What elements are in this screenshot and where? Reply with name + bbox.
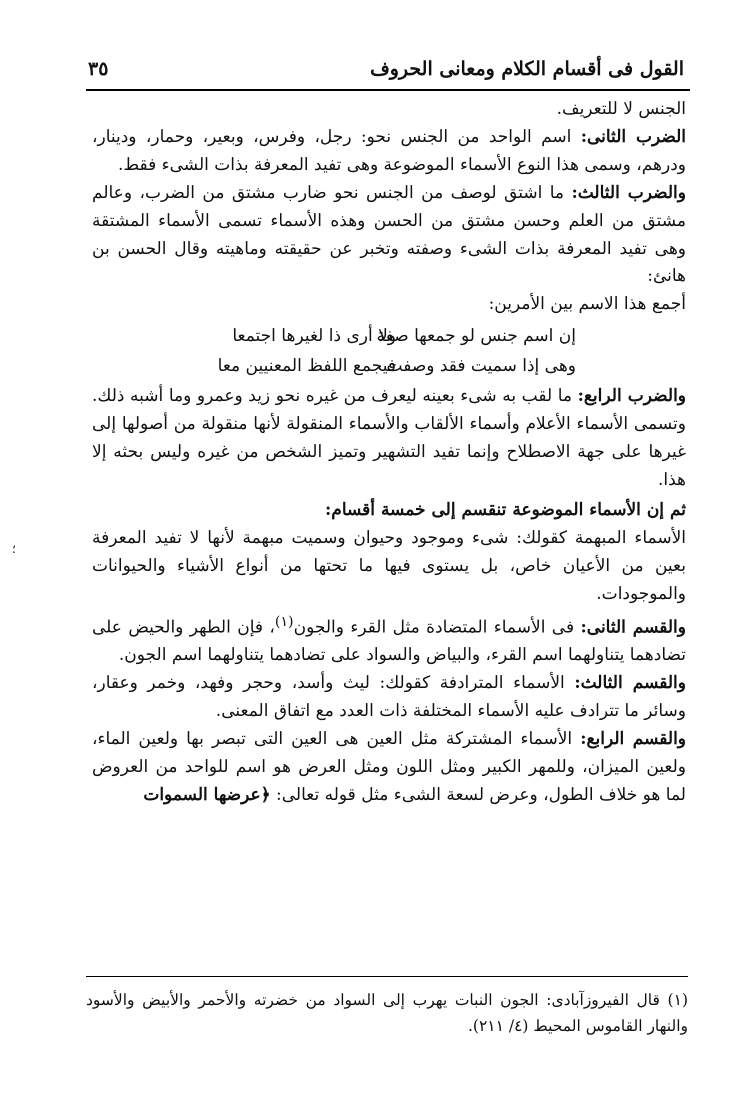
verse-first-hemistich: إن اسم جنس لو جمعها صفة xyxy=(376,326,576,347)
section-lead: والضرب الرابع: xyxy=(577,386,687,407)
header-rule xyxy=(86,89,690,91)
quran-quote: ﴿عرضها السموات xyxy=(143,784,271,805)
page-number: ٣٥ xyxy=(88,58,109,80)
paragraph: والقسم الثالث: الأسماء المترادفة كقولك: ليث وأسد، وحجر وفهد، وخمر وعقار، وسائر ما تترادف عليه الأسماء المختلفة ذات العدد مع اتفاق المعنى. xyxy=(92,673,686,721)
footnote: (١) قال الفيروزآبادى: الجون النبات يهرب إلى السواد من خضرته والأحمر والأبيض والأسود والنهار القاموس المحيط (٤/ ٢١١). xyxy=(86,976,688,1039)
margin-mark: ؛ xyxy=(12,542,16,556)
paragraph: والقسم الرابع: الأسماء المشتركة مثل العين هى العين التى تبصر بها ولعين الماء، ولعين الميزان، وللمهر الكبير ومثل اللون ومثل العرض هو اسم للواحد من العروض لما هو خلاف الطول، وعرض لسعة الشىء مثل قوله تعالى: ﴿عرضها السموات xyxy=(92,728,686,805)
paragraph: الأسماء المبهمة كقولك: شىء وموجود وحيوان وسميت مبهمة لأنها لا تفيد المعرفة بعين من الأعيان خاص، بل يستوى فيها ما تحتها من أنواع الأشياء والحيوانات والموجودات. xyxy=(92,527,686,604)
paragraph: والضرب الرابع: ما لقب به شىء بعينه ليعرف من غيره نحو زيد وعمرو وما أشبه ذلك. وتسمى الأسماء الأعلام وأسماء الألقاب والأسماء المنقولة لأنها منقولة من أصولها إلى غيرها على جهة الاصطلاح وإنما تفيد التشهير وتميز الشخص من غيره وليس بحثه إلا هذا. xyxy=(92,386,687,490)
section-lead: والقسم الثالث: xyxy=(574,673,686,694)
paragraph: الجنس لا للتعريف. xyxy=(556,99,686,119)
paragraph: والقسم الثانى: فى الأسماء المتضادة مثل القرء والجون$^{(١)}$، فإن الطهر والحيض على تضادهما يتناولهما اسم القرء، والبياض والسواد على تضادهما يتناولهما اسم الجون. xyxy=(92,613,686,666)
paragraph: أجمع هذا الاسم بين الأمرين: xyxy=(488,294,686,315)
verse-first-hemistich: وهى إذا سميت فقد وصفت xyxy=(386,356,576,377)
paragraph: الضرب الثانى: اسم الواحد من الجنس نحو: رجل، وفرس، وبعير، وحمار، ودينار، ودرهم، وسمى هذا النوع الأسماء الموضوعة وهى تفيد المعرفة بذات الشىء فقط. xyxy=(92,126,686,175)
paragraph: والضرب الثالث: ما اشتق لوصف من الجنس نحو ضارب مشتق من الضرب، وعالم مشتق من العلم وحسن مشتق من الحسن وهذه الأسماء تسمى الأسماء المشتقة وهى تفيد المعرفة بذات الشىء وصفته وتخبر عن حقيقته وماهيته وقال الحسن بن هانئ: xyxy=(92,182,686,287)
footnote-marker[interactable]: (١) xyxy=(274,613,294,630)
verse-line xyxy=(92,321,686,351)
header-title: القول فى أقسام الكلام ومعانى الحروف xyxy=(370,58,684,80)
section-lead: الضرب الثانى: xyxy=(580,126,686,147)
poem xyxy=(92,321,686,381)
main-text xyxy=(92,96,686,810)
verse-second-hemistich: ولا أرى ذا لغيرها اجتمعا xyxy=(232,326,396,347)
verse-line xyxy=(92,351,686,381)
section-lead: والضرب الثالث: xyxy=(571,182,686,203)
section-lead: والقسم الثانى: xyxy=(580,617,686,638)
verse-second-hemistich: فيجمع اللفظ المعنيين معا xyxy=(217,356,396,377)
section-heading: ثم إن الأسماء الموضوعة تنقسم إلى خمسة أقسام: xyxy=(325,499,686,520)
section-lead: والقسم الرابع: xyxy=(580,728,686,749)
running-header xyxy=(88,52,684,92)
